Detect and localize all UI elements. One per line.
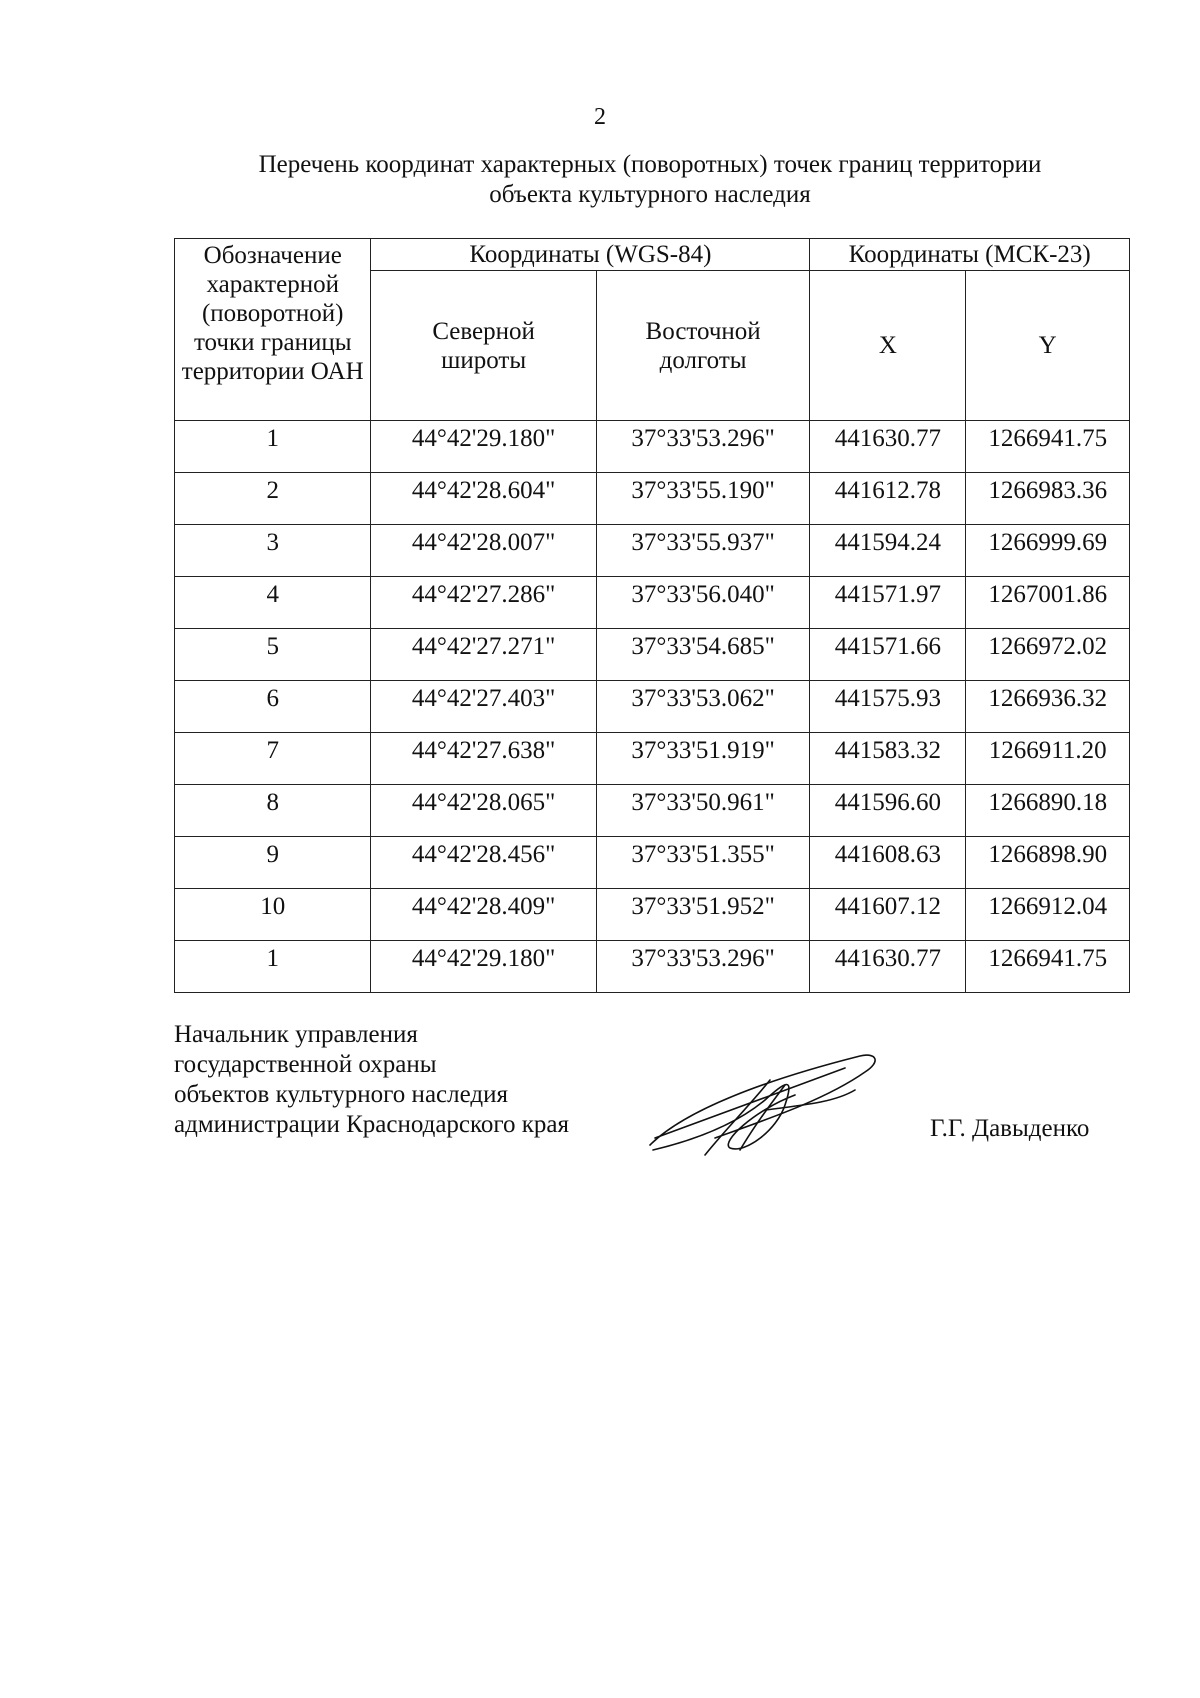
cell-lon: 37°33'53.296" <box>596 421 810 473</box>
cell-y: 1266911.20 <box>966 733 1130 785</box>
cell-x: 441583.32 <box>810 733 966 785</box>
cell-lon: 37°33'54.685" <box>596 629 810 681</box>
cell-point: 1 <box>175 941 371 993</box>
cell-y: 1266890.18 <box>966 785 1130 837</box>
cell-y: 1266983.36 <box>966 473 1130 525</box>
position-line: объектов культурного наследия <box>174 1081 508 1108</box>
cell-point: 10 <box>175 889 371 941</box>
cell-point: 8 <box>175 785 371 837</box>
cell-lat: 44°42'27.638" <box>371 733 596 785</box>
cell-point: 5 <box>175 629 371 681</box>
table-row <box>175 629 1130 681</box>
header-y: Y <box>966 271 1130 421</box>
cell-lon: 37°33'53.062" <box>596 681 810 733</box>
signer-name: Г.Г. Давыденко <box>930 1115 1090 1142</box>
header-longitude: Восточной долготы <box>596 271 810 421</box>
table-row <box>175 733 1130 785</box>
header-latitude: Северной широты <box>371 271 596 421</box>
cell-lat: 44°42'27.403" <box>371 681 596 733</box>
title-line-1: Перечень координат характерных (поворотных) точек границ территории <box>258 151 1042 178</box>
cell-point: 6 <box>175 681 371 733</box>
cell-lat: 44°42'28.065" <box>371 785 596 837</box>
cell-x: 441608.63 <box>810 837 966 889</box>
cell-point: 9 <box>175 837 371 889</box>
cell-point: 4 <box>175 577 371 629</box>
position-line: Начальник управления <box>174 1021 418 1048</box>
cell-lat: 44°42'28.456" <box>371 837 596 889</box>
table-row <box>175 941 1130 993</box>
cell-lon: 37°33'56.040" <box>596 577 810 629</box>
table-row <box>175 889 1130 941</box>
cell-x: 441607.12 <box>810 889 966 941</box>
cell-x: 441596.60 <box>810 785 966 837</box>
cell-x: 441571.66 <box>810 629 966 681</box>
cell-x: 441630.77 <box>810 941 966 993</box>
cell-point: 7 <box>175 733 371 785</box>
table-row <box>175 525 1130 577</box>
cell-lat: 44°42'27.271" <box>371 629 596 681</box>
document-title <box>170 150 1130 210</box>
table-row <box>175 473 1130 525</box>
cell-y: 1266999.69 <box>966 525 1130 577</box>
cell-x: 441575.93 <box>810 681 966 733</box>
cell-lat: 44°42'29.180" <box>371 941 596 993</box>
cell-y: 1266941.75 <box>966 941 1130 993</box>
cell-x: 441571.97 <box>810 577 966 629</box>
cell-x: 441630.77 <box>810 421 966 473</box>
cell-x: 441594.24 <box>810 525 966 577</box>
cell-y: 1266936.32 <box>966 681 1130 733</box>
title-line-2: объекта культурного наследия <box>489 181 811 208</box>
cell-lat: 44°42'28.409" <box>371 889 596 941</box>
cell-x: 441612.78 <box>810 473 966 525</box>
header-msk-group: Координаты (МСК-23) <box>810 239 1130 271</box>
cell-lat: 44°42'29.180" <box>371 421 596 473</box>
coordinates-table <box>174 238 1130 993</box>
cell-point: 1 <box>175 421 371 473</box>
cell-lat: 44°42'27.286" <box>371 577 596 629</box>
position-line: администрации Краснодарского края <box>174 1111 570 1138</box>
cell-lon: 37°33'55.190" <box>596 473 810 525</box>
cell-lon: 37°33'51.355" <box>596 837 810 889</box>
cell-lon: 37°33'53.296" <box>596 941 810 993</box>
handwritten-signature <box>645 1050 885 1160</box>
cell-y: 1266912.04 <box>966 889 1130 941</box>
cell-point: 3 <box>175 525 371 577</box>
table-row <box>175 681 1130 733</box>
header-x: X <box>810 271 966 421</box>
table-row <box>175 421 1130 473</box>
signer-position <box>174 1020 634 1140</box>
table-row <box>175 785 1130 837</box>
cell-lat: 44°42'28.007" <box>371 525 596 577</box>
cell-lat: 44°42'28.604" <box>371 473 596 525</box>
header-wgs-group: Координаты (WGS-84) <box>371 239 810 271</box>
cell-y: 1266898.90 <box>966 837 1130 889</box>
header-point-designation: Обозначение характерной (поворотной) точки границы территории ОАН <box>175 239 371 421</box>
cell-y: 1266972.02 <box>966 629 1130 681</box>
cell-y: 1267001.86 <box>966 577 1130 629</box>
cell-point: 2 <box>175 473 371 525</box>
position-line: государственной охраны <box>174 1051 437 1078</box>
cell-lon: 37°33'55.937" <box>596 525 810 577</box>
cell-lon: 37°33'51.919" <box>596 733 810 785</box>
cell-lon: 37°33'51.952" <box>596 889 810 941</box>
table-row <box>175 837 1130 889</box>
cell-y: 1266941.75 <box>966 421 1130 473</box>
cell-lon: 37°33'50.961" <box>596 785 810 837</box>
page-number: 2 <box>594 104 606 130</box>
table-row <box>175 577 1130 629</box>
